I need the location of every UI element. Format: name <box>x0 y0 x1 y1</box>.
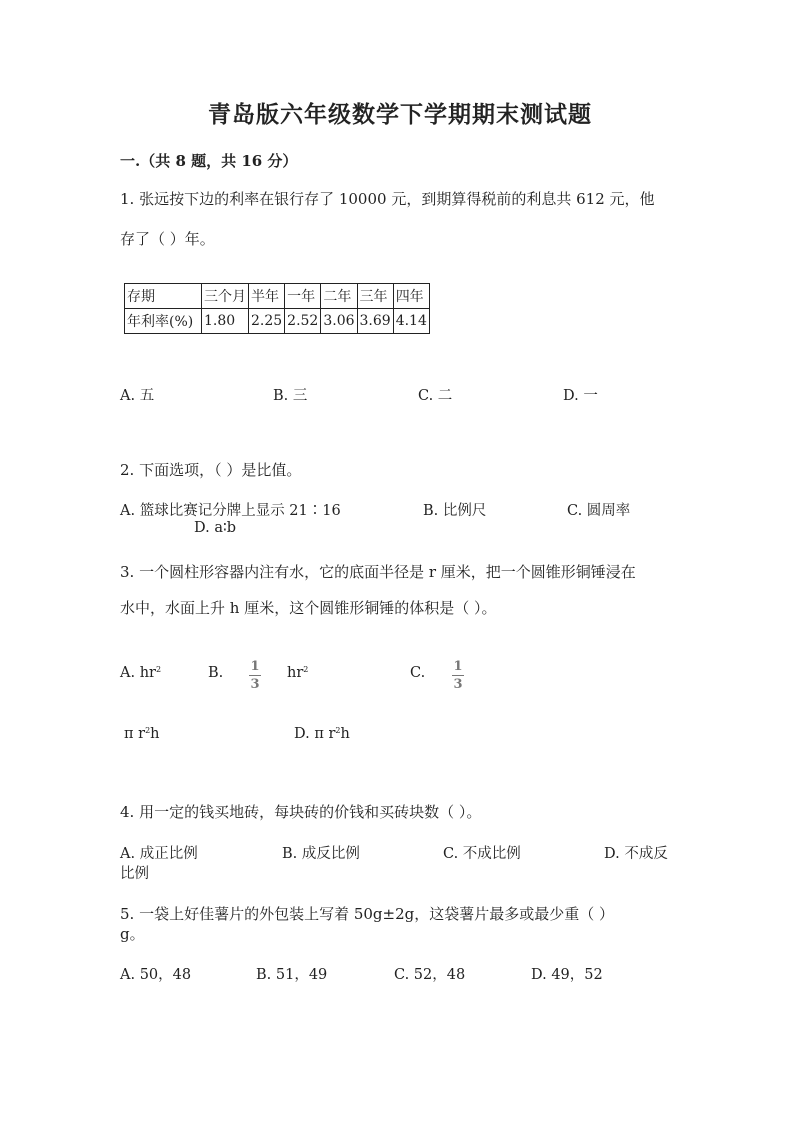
q3-option-b-text: hr <box>287 665 304 681</box>
q3-option-c-tail <box>124 726 160 742</box>
table-header-cell: 一年 <box>285 284 321 309</box>
q1-option-c: C. 二 <box>418 388 453 404</box>
q4-option-d-wrap: 比例 <box>120 866 149 882</box>
q3-option-c-h: h <box>150 726 160 742</box>
q3-option-a <box>120 665 161 681</box>
q5-option-d: D. 49，52 <box>531 967 603 983</box>
q3-option-d-h: h <box>340 726 350 742</box>
q1-option-d: D. 一 <box>563 388 598 404</box>
table-header-cell: 存期 <box>125 284 202 309</box>
superscript: 2 <box>155 665 162 674</box>
table-cell: 1.80 <box>202 309 249 334</box>
table-header-row <box>125 284 430 309</box>
superscript: 2 <box>335 726 341 735</box>
q1-stem-line1: 1. 张远按下边的利率在银行存了 10000 元，到期算得税前的利息共 612 元，他 <box>120 190 655 208</box>
q1-stem-line2: 存了（ ）年。 <box>120 230 215 248</box>
table-header-cell: 三年 <box>357 284 393 309</box>
fraction-denominator: 3 <box>453 677 463 692</box>
q3-option-b-label: B. <box>208 665 224 681</box>
q5-stem-line2: g。 <box>120 925 145 943</box>
q4-option-b: B. 成反比例 <box>282 846 360 862</box>
q4-option-a: A. 成正比例 <box>120 846 198 862</box>
q3-stem-line1: 3. 一个圆柱形容器内注有水，它的底面半径是 r 厘米，把一个圆锥形铜锤浸在 <box>120 563 636 581</box>
table-row <box>125 309 430 334</box>
fraction-bar <box>249 675 261 676</box>
superscript: 2 <box>303 665 309 674</box>
section-heading: 一.（共 8 题，共 16 分） <box>120 152 298 170</box>
table-header-cell: 四年 <box>393 284 429 309</box>
table-cell: 2.52 <box>285 309 321 334</box>
q1-option-b: B. 三 <box>273 388 308 404</box>
q5-option-b: B. 51，49 <box>256 967 328 983</box>
fraction-bar <box>452 675 464 676</box>
superscript: 2 <box>145 726 151 735</box>
q4-option-c: C. 不成比例 <box>443 846 521 862</box>
q2-stem: 2. 下面选项，（ ）是比值。 <box>120 461 302 479</box>
table-cell: 3.06 <box>321 309 357 334</box>
table-cell: 3.69 <box>357 309 393 334</box>
fraction-denominator: 3 <box>250 677 260 692</box>
page-title: 青岛版六年级数学下学期期末测试题 <box>208 101 592 128</box>
table-cell: 年利率(%) <box>125 309 202 334</box>
q3-option-d <box>294 726 350 742</box>
fraction-numerator: 1 <box>250 659 260 674</box>
q3-option-b-tail <box>287 665 308 681</box>
table-cell: 2.25 <box>249 309 285 334</box>
q4-option-d: D. 不成反 <box>604 846 668 862</box>
fraction-one-third <box>452 659 464 692</box>
q2-option-c: C. 圆周率 <box>567 503 631 519</box>
q3-option-d-text: D. π r <box>294 726 336 742</box>
table-cell: 4.14 <box>393 309 429 334</box>
table-header-cell: 半年 <box>249 284 285 309</box>
fraction-one-third <box>249 659 261 692</box>
q3-option-c-text: π r <box>124 726 146 742</box>
fraction-numerator: 1 <box>453 659 463 674</box>
q2-option-d: D. a∶b <box>194 520 237 536</box>
interest-rate-table <box>124 283 430 334</box>
q5-option-c: C. 52，48 <box>394 967 466 983</box>
q2-option-b: B. 比例尺 <box>423 503 487 519</box>
q2-option-a: A. 篮球比赛记分牌上显示 21∶16 <box>120 503 341 519</box>
q3-stem-line2: 水中，水面上升 h 厘米，这个圆锥形铜锤的体积是（ ）。 <box>120 599 497 617</box>
q5-option-a: A. 50，48 <box>120 967 192 983</box>
q1-option-a: A. 五 <box>120 388 155 404</box>
q5-stem-line1: 5. 一袋上好佳薯片的外包装上写着 50g±2g，这袋薯片最多或最少重（ ） <box>120 905 615 923</box>
table-header-cell: 二年 <box>321 284 357 309</box>
table-header-cell: 三个月 <box>202 284 249 309</box>
q3-option-c-label: C. <box>410 665 426 681</box>
q3-option-a-text: A. hr <box>120 665 156 681</box>
q4-stem: 4. 用一定的钱买地砖，每块砖的价钱和买砖块数（ ）。 <box>120 803 482 821</box>
